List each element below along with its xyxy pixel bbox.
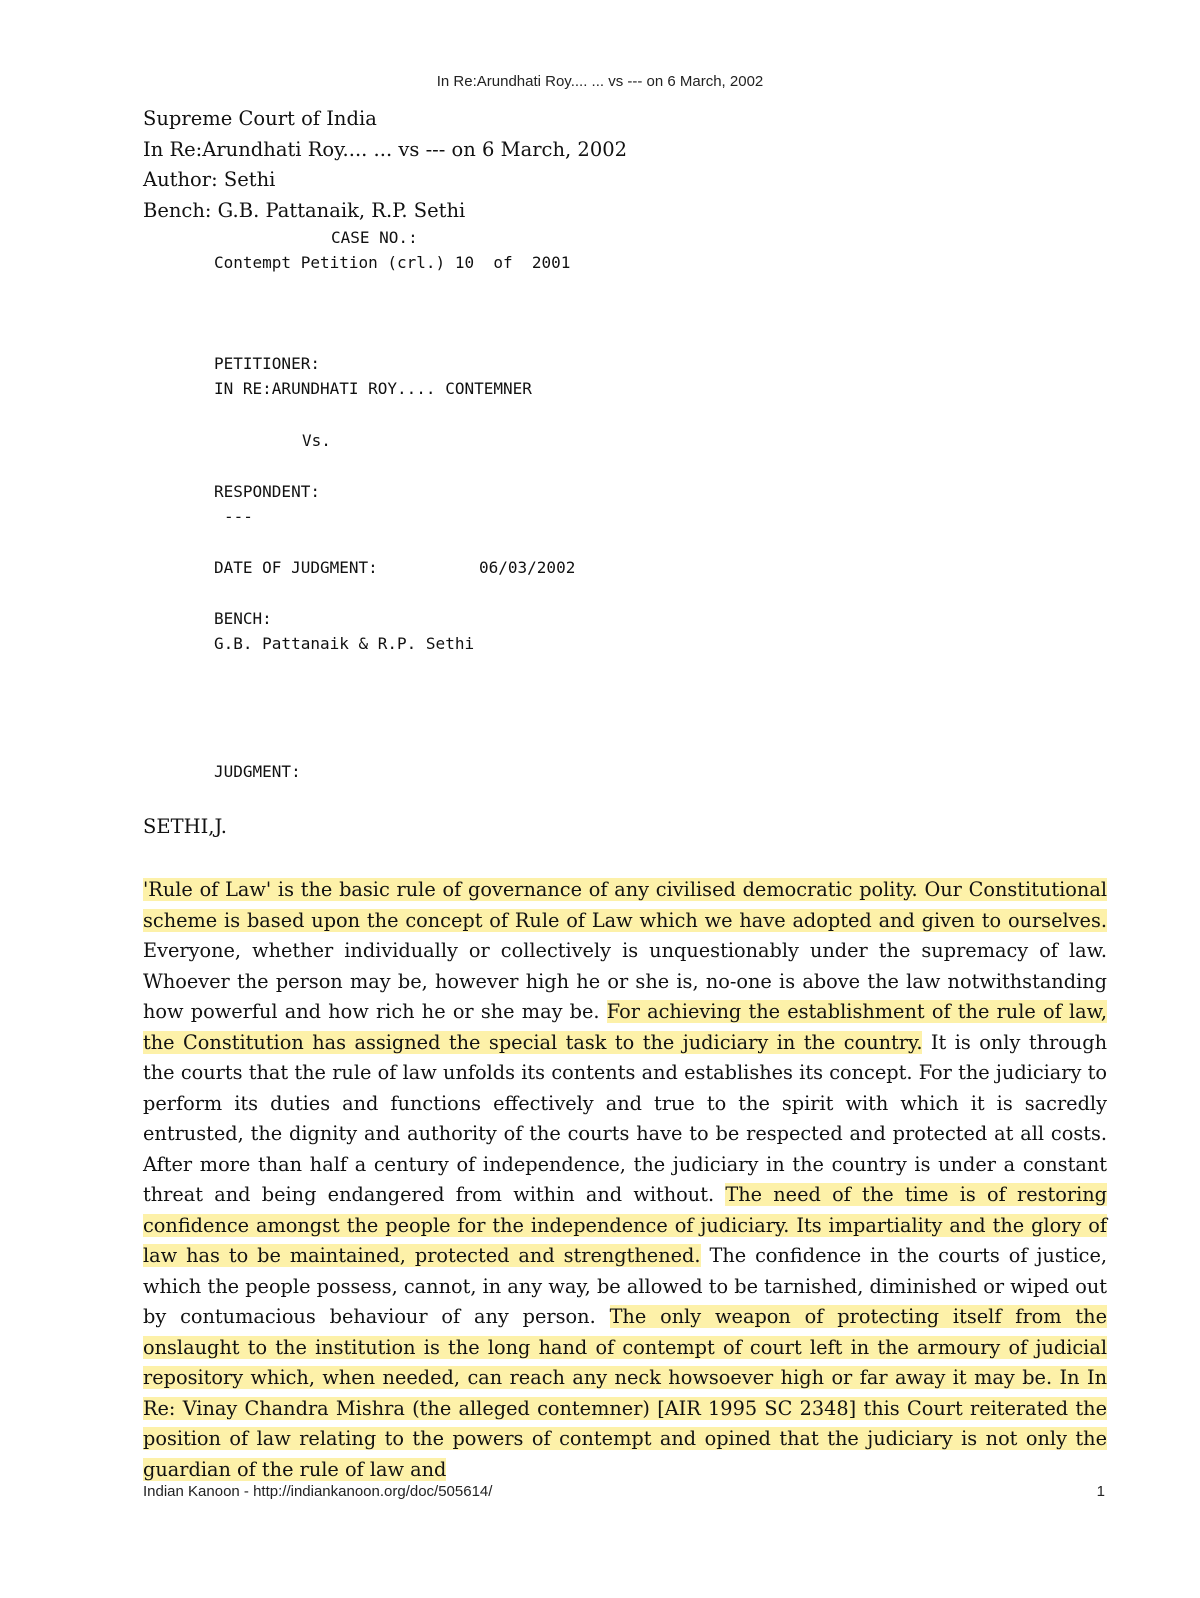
bench-line: Bench: G.B. Pattanaik, R.P. Sethi bbox=[143, 198, 466, 222]
date-of-judgment-value: 06/03/2002 bbox=[479, 558, 576, 577]
respondent-label: RESPONDENT: bbox=[214, 482, 320, 501]
text-segment-6: The confidence in the courts of justice, which the people possess, cannot, in any way, be allowed to be tarnished, diminished or wiped out by contumacious behaviour of any person. bbox=[143, 1244, 1107, 1328]
author-line: Author: Sethi bbox=[143, 168, 276, 191]
court-name: Supreme Court of India bbox=[143, 107, 377, 130]
running-header: In Re:Arundhati Roy.... ... vs --- on 6 March, 2002 bbox=[436, 73, 764, 90]
case-title: In Re:Arundhati Roy.... ... vs --- on 6 March, 2002 bbox=[143, 137, 628, 161]
page-number: 1 bbox=[1096, 1483, 1105, 1500]
respondent-value: --- bbox=[224, 507, 253, 526]
judgment-label: JUDGMENT: bbox=[214, 762, 301, 781]
highlight-2: For achieving the establishment of the rule of law, the Constitution has assigned the special task to the judiciary in the country. bbox=[143, 1000, 1107, 1054]
petitioner-label: PETITIONER: bbox=[214, 354, 320, 373]
highlight-1: 'Rule of Law' is the basic rule of governance of any civilised democratic polity. Our Constitutional scheme is based upon the concept of Rule of Law which we have adopted and given to ourselves. bbox=[143, 878, 1107, 932]
bench-label: BENCH: bbox=[214, 609, 272, 628]
case-no-value: Contempt Petition (crl.) 10 of 2001 bbox=[214, 253, 571, 272]
versus-label: Vs. bbox=[302, 431, 331, 450]
text-segment-4: It is only through the courts that the rule of law unfolds its contents and establishes its concept. For the judiciary to perform its duties and functions effectively and true to the spirit with which it is sacredly entrusted, the dignity and authority of the courts have to be respected and protected at all costs. After more than half a century of independence, the judiciary in the country is under a constant threat and being endangered from within and without. bbox=[143, 1030, 1107, 1206]
date-of-judgment-label: DATE OF JUDGMENT: bbox=[214, 558, 378, 577]
judgment-paragraph bbox=[143, 875, 1107, 1485]
judge-name: SETHI,J. bbox=[143, 815, 228, 838]
document-meta bbox=[143, 104, 627, 226]
bench-value: G.B. Pattanaik & R.P. Sethi bbox=[214, 634, 475, 653]
highlight-4: The only weapon of protecting itself from the onslaught to the institution is the long hand of contempt of court left in the armoury of judicial repository which, when needed, can reach any neck howsoever high or far away it may be. In In Re: Vinay Chandra Mishra (the alleged contemner) [AIR 1995 SC 2348] this Court reiterated the position of law relating to the powers of contempt and opined that the judiciary is not only the guardian of the rule of law and bbox=[143, 1305, 1107, 1481]
petitioner-value: IN RE:ARUNDHATI ROY.... CONTEMNER bbox=[214, 379, 532, 398]
footer-source-link[interactable]: Indian Kanoon - http://indiankanoon.org/doc/505614/ bbox=[143, 1483, 493, 1500]
highlight-3: The need of the time is of restoring confidence amongst the people for the independence of judiciary. Its impartiality and the glory of law has to be maintained, protected and strengthened. bbox=[143, 1183, 1107, 1267]
text-segment-2: Everyone, whether individually or collectively is unquestionably under the supremacy of law. Whoever the person may be, however high he or she is, no-one is above the law notwithstanding how powerful and how rich he or she may be. bbox=[143, 939, 1107, 1023]
case-no-label: CASE NO.: bbox=[331, 228, 418, 247]
